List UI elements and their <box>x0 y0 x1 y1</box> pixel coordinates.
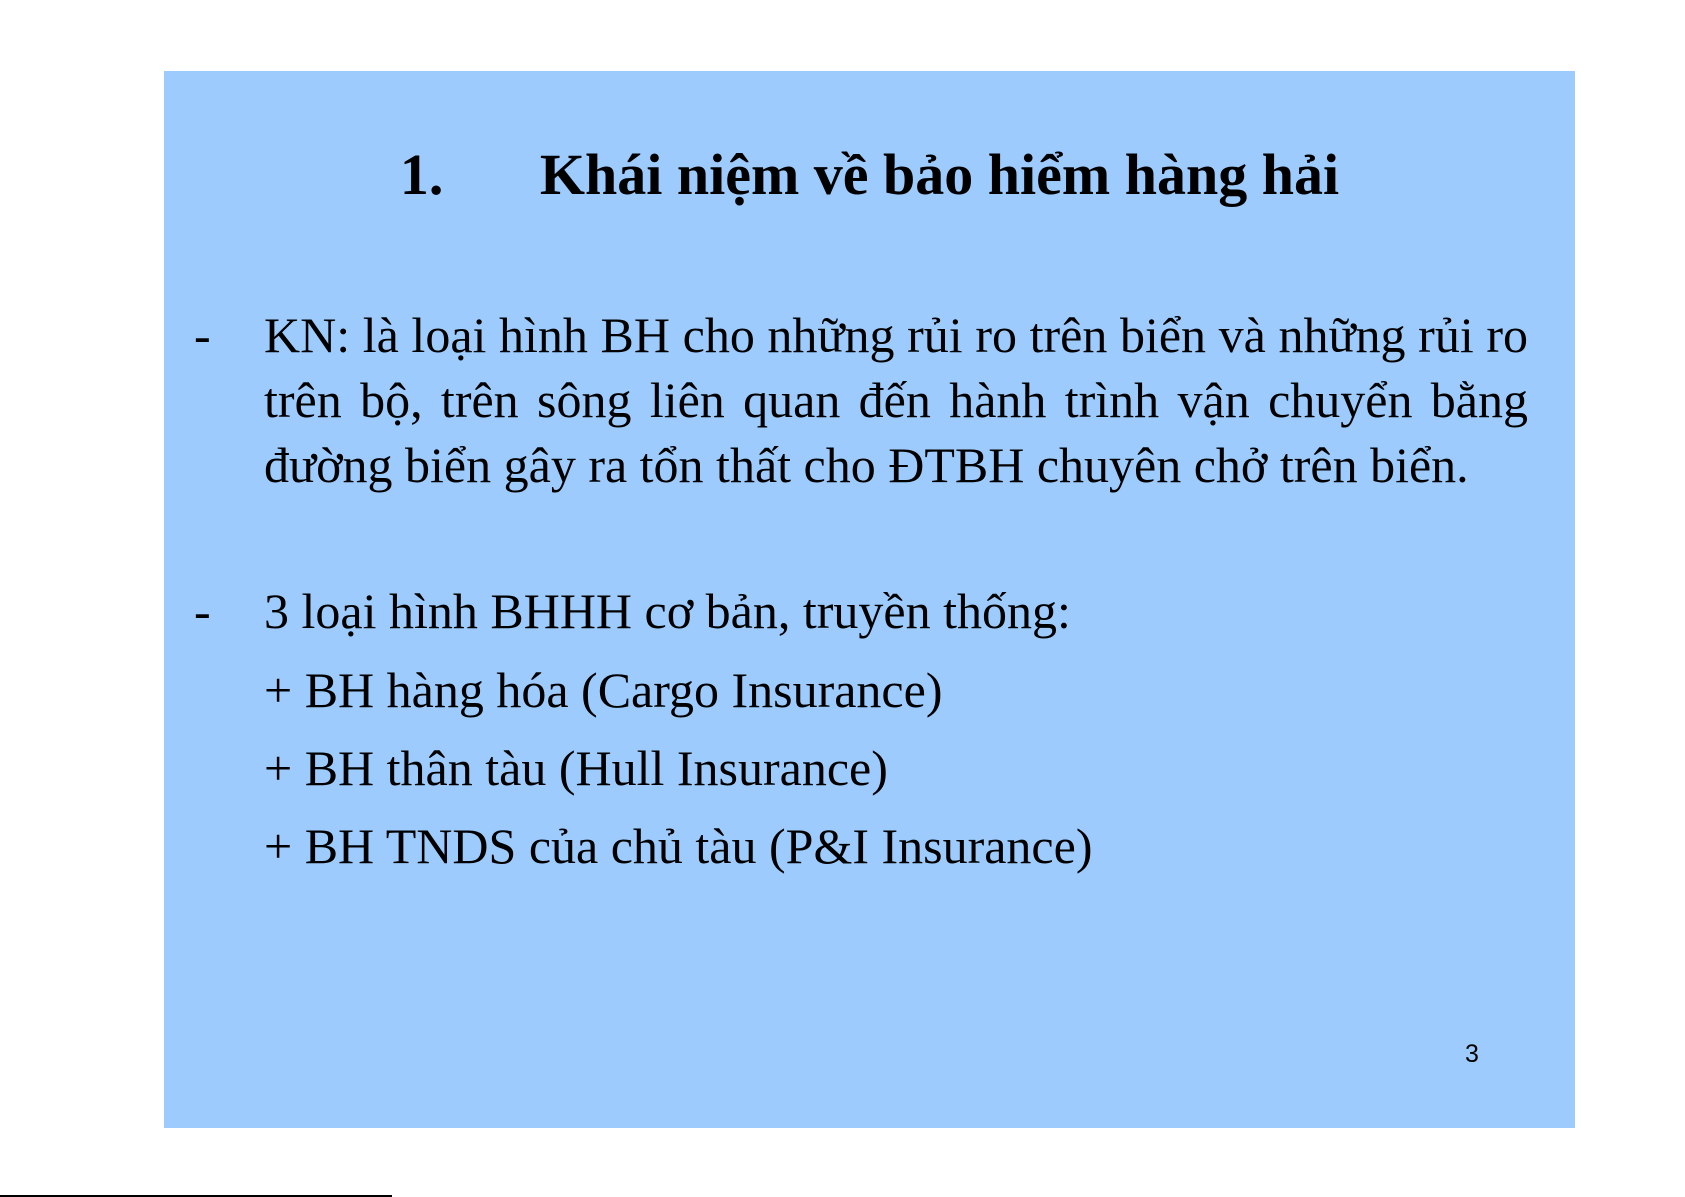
bullet-text: KN: là loại hình BH cho những rủi ro trên biển và những rủi ro trên bộ, trên sông liên quan đến hành trình vận chuyển bằng đường biển gây ra tổn thất cho ĐTBH chuyên chở trên biển. <box>264 307 1528 493</box>
sub-item-hull: + BH thân tàu (Hull Insurance) <box>264 740 888 796</box>
bullet-marker: - <box>194 583 211 639</box>
slide-panel <box>164 71 1575 1128</box>
bullet-marker: - <box>194 307 211 363</box>
sub-item-pi: + BH TNDS của chủ tàu (P&I Insurance) <box>264 818 1093 874</box>
bullet-text: 3 loại hình BHHH cơ bản, truyền thống: <box>264 583 1071 639</box>
sub-item-cargo: + BH hàng hóa (Cargo Insurance) <box>264 662 943 718</box>
page-number: 3 <box>1465 1040 1479 1068</box>
slide-title <box>164 135 1575 215</box>
bullet-types <box>194 579 1528 644</box>
title-text: Khái niệm về bảo hiểm hàng hải <box>539 142 1340 207</box>
title-number: 1. <box>399 142 444 207</box>
bullet-definition <box>194 303 1528 498</box>
